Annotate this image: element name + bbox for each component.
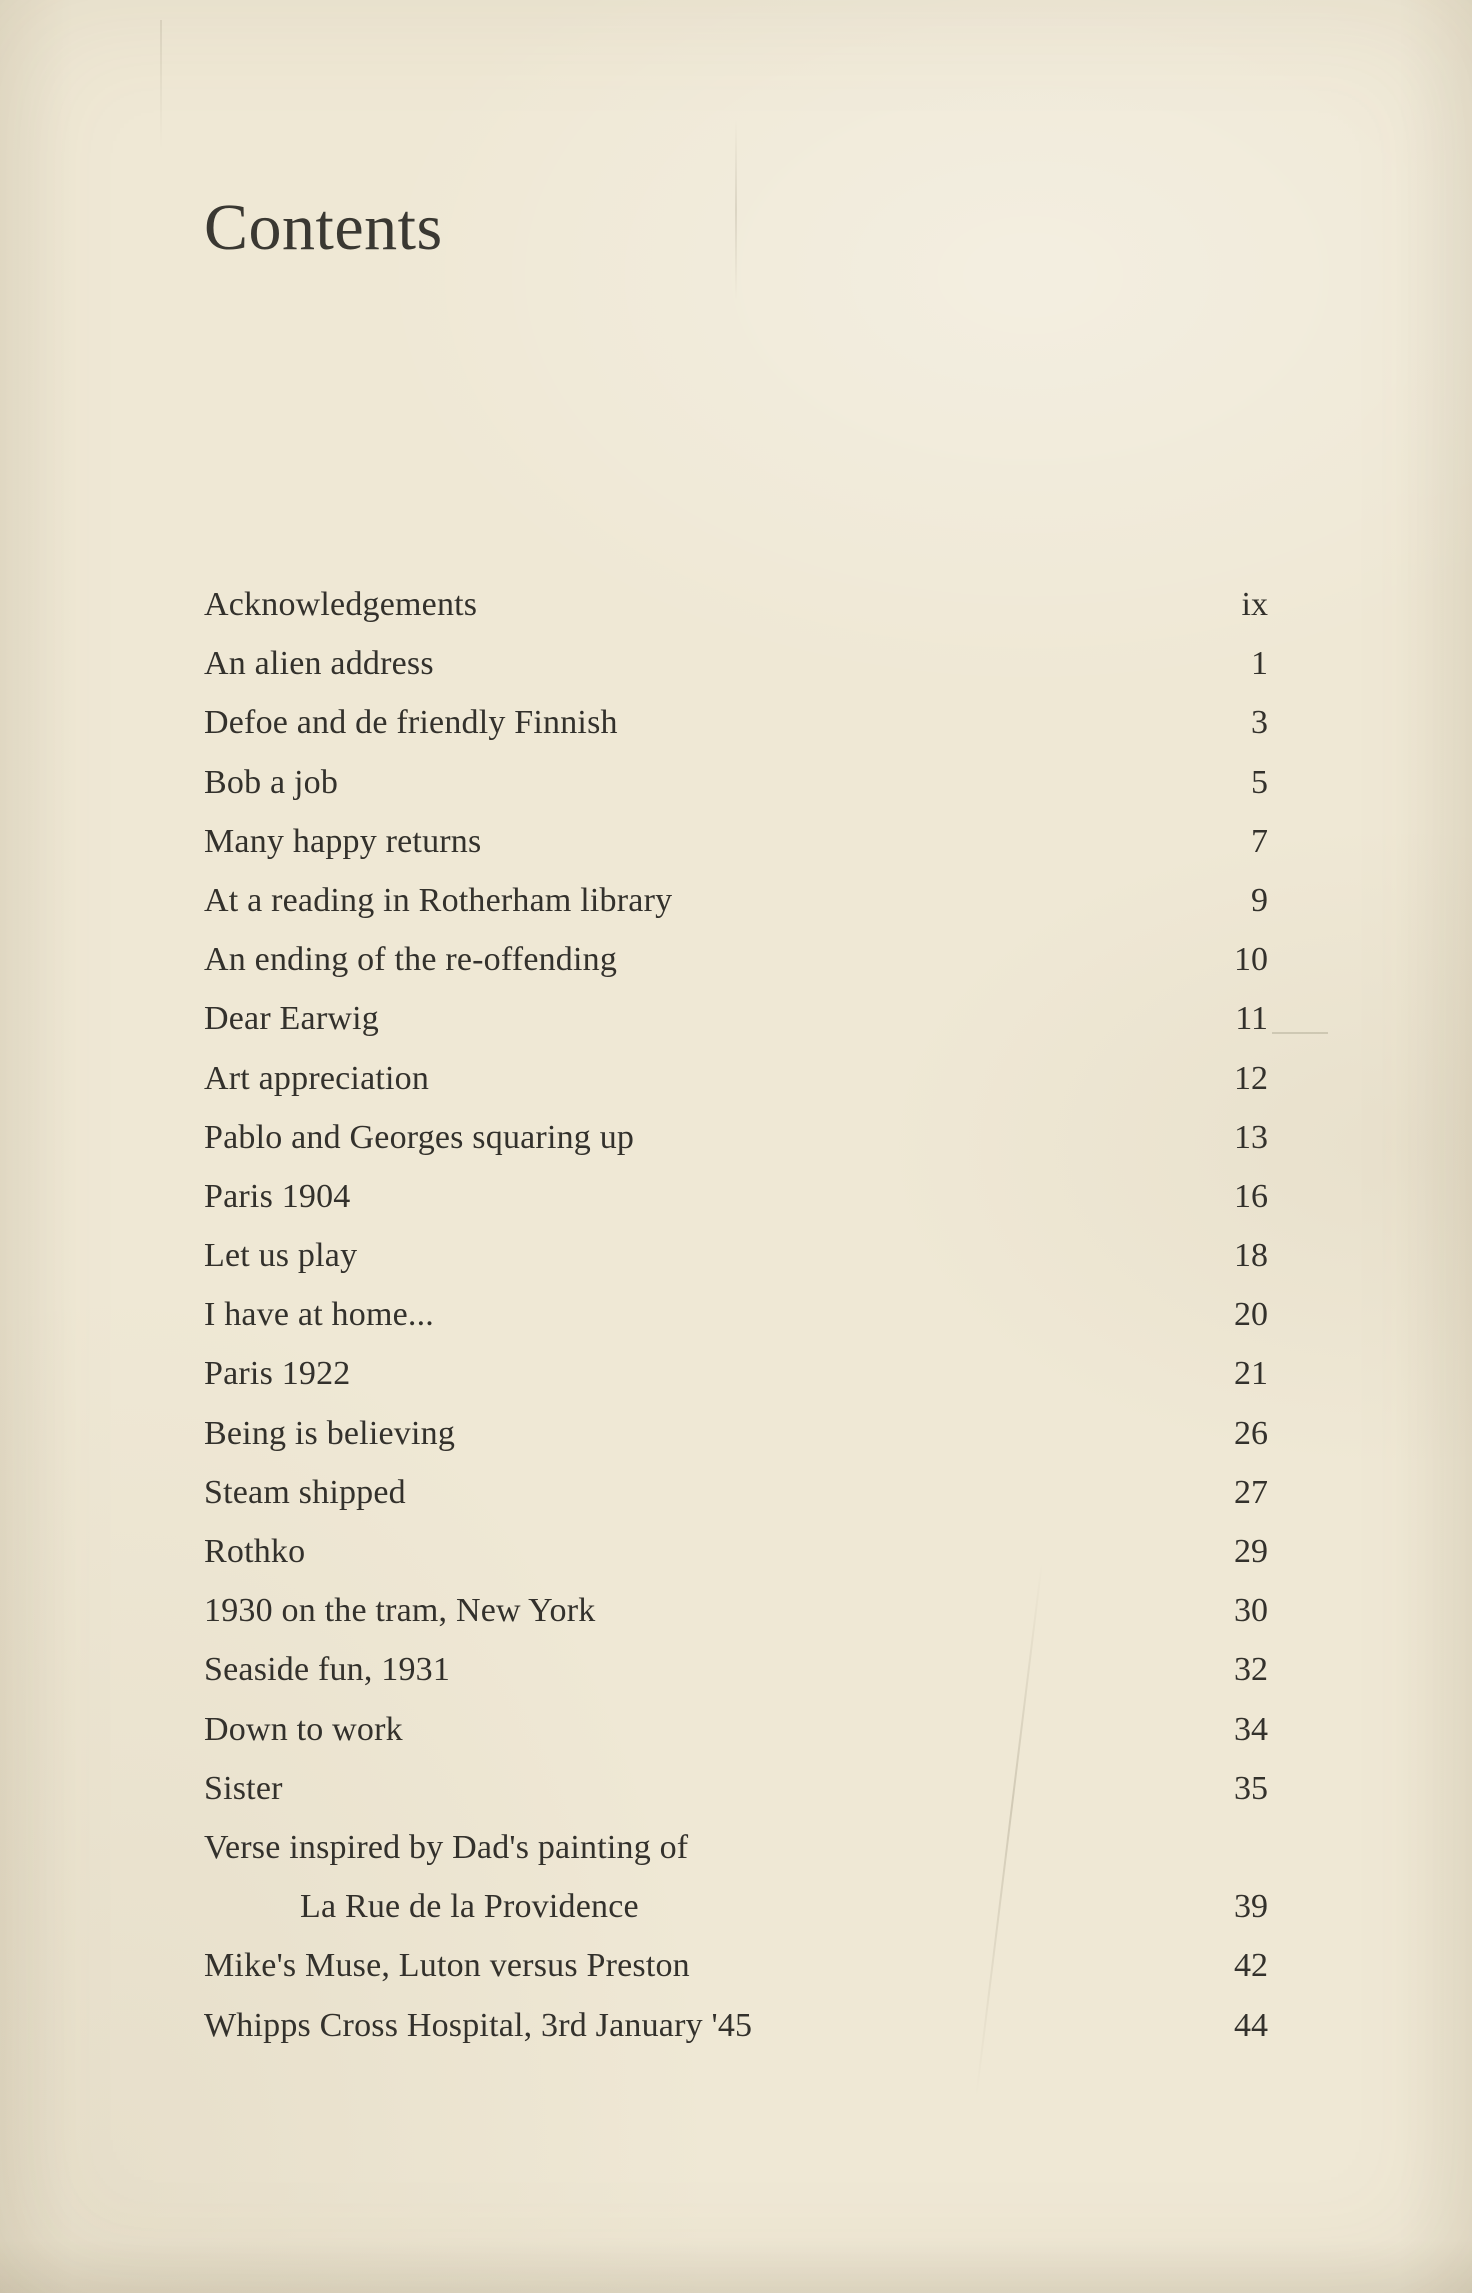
toc-entry-page: 26 bbox=[1234, 1414, 1268, 1452]
toc-entry bbox=[204, 1474, 1268, 1533]
toc-entry bbox=[204, 1178, 1268, 1237]
scan-crease-artifact bbox=[735, 120, 737, 300]
toc-entry-title: Defoe and de friendly Finnish bbox=[204, 704, 618, 742]
page-title: Contents bbox=[204, 191, 443, 264]
toc-entry bbox=[204, 1060, 1268, 1119]
toc-entry-title: Whipps Cross Hospital, 3rd January '45 bbox=[204, 2006, 753, 2044]
toc-entry bbox=[204, 823, 1268, 882]
toc-entry-title: Seaside fun, 1931 bbox=[204, 1651, 451, 1689]
toc-entry-title: Rothko bbox=[204, 1533, 306, 1570]
toc-entry-title: Let us play bbox=[204, 1237, 358, 1275]
toc-entry bbox=[204, 1947, 1268, 2006]
scan-mark-artifact bbox=[1272, 1032, 1328, 1034]
toc-entry bbox=[204, 1119, 1268, 1178]
toc-list bbox=[204, 586, 1268, 2066]
toc-entry-page: 5 bbox=[1251, 763, 1268, 801]
toc-entry-page: 20 bbox=[1234, 1296, 1268, 1334]
toc-entry bbox=[204, 704, 1268, 763]
toc-entry-page: 32 bbox=[1234, 1651, 1268, 1689]
toc-entry bbox=[204, 882, 1268, 941]
toc-entry-page: 16 bbox=[1234, 1177, 1268, 1215]
toc-entry-page: 29 bbox=[1234, 1533, 1268, 1570]
toc-entry-title: Being is believing bbox=[204, 1414, 456, 1452]
toc-entry-page: 44 bbox=[1234, 2006, 1268, 2044]
toc-entry-page: 1 bbox=[1251, 645, 1268, 683]
toc-entry-title: Many happy returns bbox=[204, 822, 482, 860]
toc-entry bbox=[204, 1592, 1268, 1651]
toc-entry bbox=[204, 1829, 1268, 1888]
toc-entry-page: 13 bbox=[1234, 1118, 1268, 1156]
toc-entry bbox=[204, 1355, 1268, 1414]
toc-entry-title: Bob a job bbox=[204, 763, 339, 801]
toc-entry bbox=[204, 1770, 1268, 1829]
toc-entry-title: 1930 on the tram, New York bbox=[204, 1592, 596, 1630]
toc-entry-title: Paris 1904 bbox=[204, 1177, 351, 1215]
toc-entry-page: 3 bbox=[1251, 704, 1268, 742]
toc-entry-title: Mike's Muse, Luton versus Preston bbox=[204, 1947, 690, 1985]
toc-entry-title: Pablo and Georges squaring up bbox=[204, 1118, 635, 1156]
toc-entry-page: 7 bbox=[1251, 822, 1268, 860]
toc-entry-page: 30 bbox=[1234, 1592, 1268, 1630]
toc-entry-title: At a reading in Rotherham library bbox=[204, 881, 673, 919]
toc-entry bbox=[204, 586, 1268, 645]
toc-entry-page: 35 bbox=[1234, 1769, 1268, 1807]
toc-entry-page: 18 bbox=[1234, 1237, 1268, 1275]
toc-entry-page: 21 bbox=[1234, 1355, 1268, 1393]
toc-entry-title: An ending of the re-offending bbox=[204, 941, 618, 979]
scan-crease-artifact bbox=[160, 20, 162, 150]
toc-entry-title: Dear Earwig bbox=[204, 1000, 379, 1038]
toc-entry-title: An alien address bbox=[204, 645, 434, 683]
toc-entry bbox=[204, 1533, 1268, 1592]
toc-entry bbox=[204, 1000, 1268, 1059]
toc-entry bbox=[204, 1711, 1268, 1770]
toc-entry-title: Steam shipped bbox=[204, 1473, 406, 1511]
toc-entry-page: 42 bbox=[1234, 1947, 1268, 1985]
toc-entry-title: Verse inspired by Dad's painting of bbox=[204, 1828, 689, 1866]
toc-entry bbox=[204, 1651, 1268, 1710]
toc-entry bbox=[204, 2007, 1268, 2066]
toc-entry-title: I have at home... bbox=[204, 1296, 434, 1334]
toc-entry-title: Down to work bbox=[204, 1710, 403, 1748]
toc-entry bbox=[204, 645, 1268, 704]
toc-entry-page: ix bbox=[1241, 586, 1268, 623]
toc-entry-page: 11 bbox=[1235, 1000, 1268, 1038]
toc-entry-page: 39 bbox=[1234, 1888, 1268, 1926]
toc-entry-title: Art appreciation bbox=[204, 1059, 430, 1097]
toc-entry-title: Sister bbox=[204, 1769, 283, 1807]
toc-entry bbox=[204, 1415, 1268, 1474]
toc-entry bbox=[204, 1237, 1268, 1296]
toc-entry-title: Acknowledgements bbox=[204, 586, 478, 623]
toc-entry bbox=[204, 764, 1268, 823]
toc-entry-page: 34 bbox=[1234, 1710, 1268, 1748]
toc-entry-page: 10 bbox=[1234, 941, 1268, 979]
scan-smudge-artifact bbox=[0, 2240, 1472, 2293]
toc-entry-page: 27 bbox=[1234, 1473, 1268, 1511]
toc-entry-title: La Rue de la Providence bbox=[300, 1888, 639, 1926]
toc-entry bbox=[204, 1296, 1268, 1355]
toc-entry-title: Paris 1922 bbox=[204, 1355, 351, 1393]
toc-entry bbox=[204, 941, 1268, 1000]
toc-entry bbox=[204, 1888, 1268, 1947]
toc-entry-page: 12 bbox=[1234, 1059, 1268, 1097]
toc-entry-page: 9 bbox=[1251, 881, 1268, 919]
